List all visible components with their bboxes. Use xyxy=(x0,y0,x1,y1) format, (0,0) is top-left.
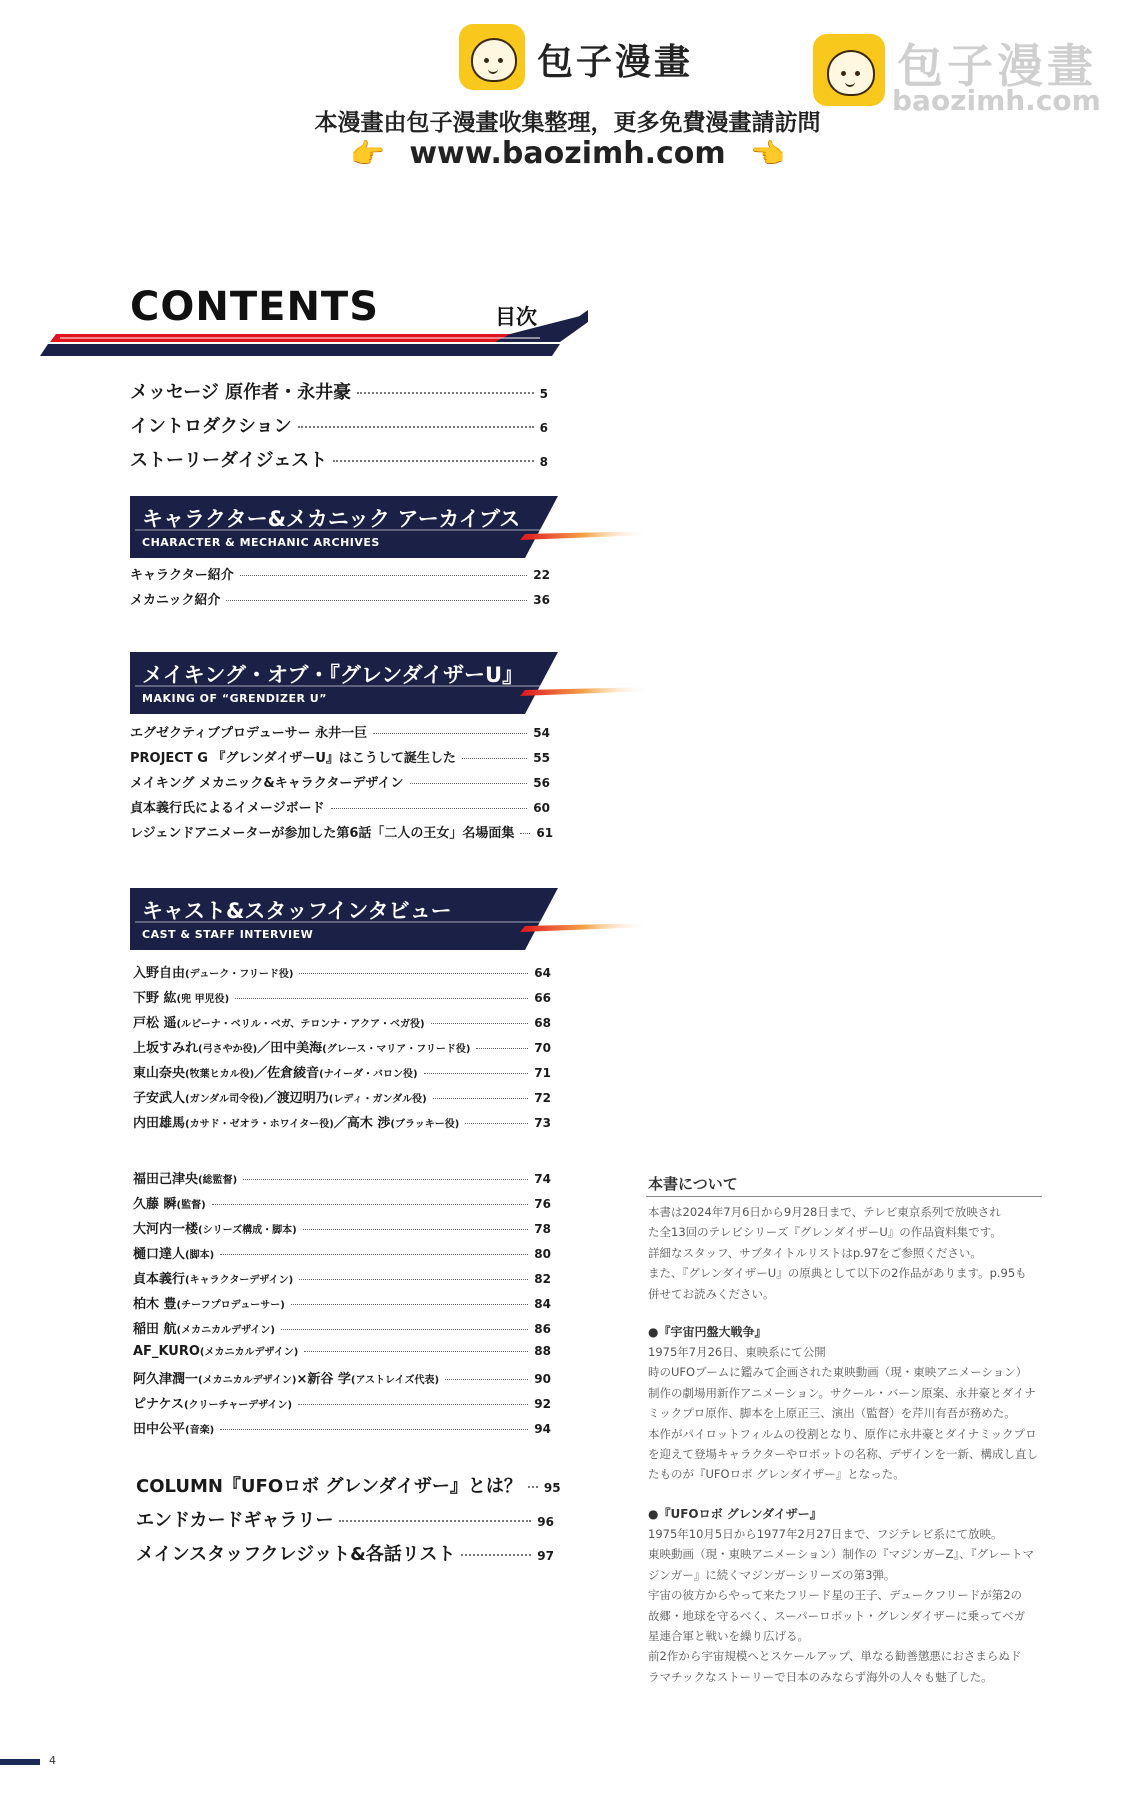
toc-entry-staff[interactable] xyxy=(133,1243,551,1262)
dot-leader xyxy=(339,1520,531,1522)
work-description xyxy=(648,1524,1044,1687)
toc-entry-title xyxy=(133,1368,439,1387)
toc-entry-page: 90 xyxy=(534,1372,551,1386)
person-role: (牧葉ヒカル役) xyxy=(185,1069,255,1080)
toc-entry-page: 72 xyxy=(534,1091,551,1105)
contents-title-jp: 目次 xyxy=(495,305,537,329)
toc-entry-title: メッセージ 原作者・永井豪 xyxy=(130,382,352,403)
toc-entry[interactable] xyxy=(130,822,554,841)
watermark-url-link[interactable]: www.baozimh.com xyxy=(409,136,726,171)
person-role: (メカニカルデザイン) xyxy=(199,1347,299,1358)
dot-leader xyxy=(298,1404,528,1405)
dot-leader xyxy=(240,575,528,576)
toc-entry[interactable] xyxy=(130,378,548,404)
work-line: 1975年7月26日、東映系にて公開 xyxy=(648,1345,826,1359)
toc-entry-staff[interactable] xyxy=(133,1368,551,1387)
dot-leader xyxy=(357,392,533,394)
pointing-right-icon: 👉 xyxy=(349,137,385,170)
toc-entry-page: 64 xyxy=(534,966,551,980)
watermark-url-faded: baozimh.com xyxy=(892,84,1101,117)
work-line: 本作がパイロットフィルムの役割となり、原作に永井豪とダイナミックプロ xyxy=(648,1426,1037,1441)
toc-entry-page: 8 xyxy=(539,455,548,469)
person-role: (ガンダル司令役) xyxy=(185,1094,264,1105)
dot-leader xyxy=(220,1254,528,1255)
section-title: キャスト&スタッフインタビュー xyxy=(142,899,452,923)
toc-entry-staff[interactable] xyxy=(133,1193,551,1212)
dot-leader xyxy=(235,998,528,999)
toc-entry-cast[interactable] xyxy=(133,1087,551,1106)
toc-entry-page: 76 xyxy=(534,1197,551,1211)
person-name-2: ／田中美海 xyxy=(257,1041,323,1056)
toc-entry-title xyxy=(133,1037,470,1056)
toc-entry-title: COLUMN『UFOロボ グレンダイザー』とは？ xyxy=(136,1476,522,1497)
toc-entry-staff[interactable] xyxy=(133,1318,551,1337)
baozi-logo-icon-large xyxy=(813,34,885,106)
toc-entry-staff[interactable] xyxy=(133,1393,551,1412)
toc-entry[interactable] xyxy=(136,1472,561,1498)
dot-leader xyxy=(291,1304,528,1305)
toc-entry-title: エンドカードギャラリー xyxy=(136,1510,334,1531)
section-banner-archives xyxy=(130,496,650,558)
work-line: 故郷・地球を守るべく、スーパーロボット・グレンダイザーに乗ってベガ xyxy=(648,1608,1026,1623)
toc-entry[interactable] xyxy=(130,797,550,816)
person-role: (シリーズ構成・脚本) xyxy=(198,1225,297,1236)
person-name: 貞本義行 xyxy=(133,1272,186,1287)
toc-entry-page: 97 xyxy=(537,1549,554,1563)
dot-leader xyxy=(212,1204,529,1205)
section-banner-making xyxy=(130,652,650,714)
section-subtitle: CHARACTER & MECHANIC ARCHIVES xyxy=(142,536,380,549)
work-line: 宇宙の彼方からやって来たフリード星の王子、デュークフリードが第2の xyxy=(648,1588,1023,1603)
person-role-2: (アストレイズ代表) xyxy=(350,1375,440,1386)
toc-entry-title xyxy=(133,1293,285,1312)
toc-entry-page: 68 xyxy=(534,1016,551,1030)
toc-entry-title xyxy=(133,1012,425,1031)
toc-entry-page: 82 xyxy=(534,1272,551,1286)
dot-leader xyxy=(528,1486,538,1488)
toc-entry-page: 86 xyxy=(534,1322,551,1336)
dot-leader xyxy=(226,600,527,601)
toc-entry-page: 54 xyxy=(533,726,550,740)
work-line: ミックプロ原作、脚本を上原正三、演出（監督）を芹川有吾が務めた。 xyxy=(648,1406,1016,1421)
person-name: 田中公平 xyxy=(133,1422,186,1437)
dot-leader xyxy=(220,1429,528,1430)
toc-entry-page: 94 xyxy=(534,1422,551,1436)
watermark-notice: 本漫畫由包子漫畫收集整理，更多免費漫畫請訪問 xyxy=(314,110,821,136)
person-role: (総監督) xyxy=(198,1175,238,1186)
person-name: AF_KURO xyxy=(133,1344,200,1359)
toc-entry-page: 74 xyxy=(534,1172,551,1186)
person-role: (デューク・フリード役) xyxy=(185,969,294,980)
toc-entry-staff[interactable] xyxy=(133,1168,551,1187)
person-role-2: (ブラッキー役) xyxy=(390,1119,460,1130)
work-heading: ●『UFOロボ グレンダイザー』 xyxy=(648,1507,822,1521)
toc-entry-title: レジェンドアニメーターが参加した第6話「二人の王女」名場面集 xyxy=(130,826,515,841)
toc-entry-page: 22 xyxy=(533,568,550,582)
contents-title: CONTENTS xyxy=(130,284,380,330)
watermark-brand: 包子漫畫 xyxy=(537,42,694,83)
person-name: ピナケス xyxy=(133,1397,184,1412)
person-role: (弓さやか役) xyxy=(198,1044,258,1055)
person-name: 内田雄馬 xyxy=(133,1116,186,1131)
dot-leader xyxy=(476,1048,528,1049)
about-line: た全13回のテレビシリーズ『グレンダイザーU』の作品資料集です。 xyxy=(648,1225,1002,1240)
dot-leader xyxy=(433,1098,529,1099)
person-name: 久藤 瞬 xyxy=(133,1197,177,1212)
toc-entry-page: 6 xyxy=(539,421,548,435)
toc-entry-title xyxy=(133,987,229,1006)
toc-entry-title xyxy=(133,1193,206,1212)
toc-entry-cast[interactable] xyxy=(133,1112,551,1131)
toc-entry-title: メインスタッフクレジット&各話リスト xyxy=(136,1544,456,1565)
toc-entry-title xyxy=(133,962,293,981)
work-line: ジンガー』に続くマジンガーシリーズの第3弾。 xyxy=(648,1567,896,1582)
person-role: (キャラクターデザイン) xyxy=(185,1275,294,1286)
person-role: (チーフプロデューサー) xyxy=(176,1300,285,1311)
toc-entry-title xyxy=(133,1318,275,1337)
person-name: 下野 紘 xyxy=(133,991,177,1006)
dot-leader xyxy=(303,1229,529,1230)
toc-entry[interactable] xyxy=(130,772,550,791)
person-name: 柏木 豊 xyxy=(133,1297,177,1312)
toc-entry[interactable] xyxy=(130,589,550,608)
toc-entry-page: 56 xyxy=(533,776,550,790)
work-heading: ●『宇宙円盤大戦争』 xyxy=(648,1325,767,1339)
person-role: (メカニカルデザイン) xyxy=(198,1375,297,1386)
toc-entry-title xyxy=(133,1268,293,1287)
dot-leader xyxy=(373,733,527,734)
toc-entry-page: 71 xyxy=(534,1066,551,1080)
toc-entry-page: 84 xyxy=(534,1297,551,1311)
person-role-2: (ナイーダ・バロン役) xyxy=(319,1069,418,1080)
dot-leader xyxy=(431,1023,529,1024)
person-name: 阿久津潤一 xyxy=(133,1372,199,1387)
toc-entry-title xyxy=(133,1418,214,1437)
toc-entry-page: 78 xyxy=(534,1222,551,1236)
dot-leader xyxy=(298,426,534,428)
toc-entry-staff[interactable] xyxy=(133,1343,551,1359)
person-name: 戸松 遥 xyxy=(133,1016,177,1031)
dot-leader xyxy=(445,1379,528,1380)
toc-entry-page: 92 xyxy=(534,1397,551,1411)
page-number-bar xyxy=(0,1759,40,1765)
toc-entry-title xyxy=(133,1243,214,1262)
toc-entry-page: 80 xyxy=(534,1247,551,1261)
section-title: メイキング・オブ・『グレンダイザーU』 xyxy=(142,663,524,687)
dot-leader xyxy=(410,783,528,784)
person-name: 東山奈央 xyxy=(133,1066,186,1081)
section-subtitle: MAKING OF “GRENDIZER U” xyxy=(142,692,327,705)
toc-entry-title: イントロダクション xyxy=(130,416,292,437)
work-line: 1975年10月5日から1977年2月27日まで、フジテレビ系にて放映。 xyxy=(648,1527,1003,1541)
work-line: 東映動画（現・東映アニメーション）制作の『マジンガーZ』、『グレートマ xyxy=(648,1547,1035,1562)
section-subtitle: CAST & STAFF INTERVIEW xyxy=(142,928,314,941)
toc-entry[interactable] xyxy=(136,1506,554,1532)
person-role-2: (グレース・マリア・フリード役) xyxy=(322,1044,471,1055)
toc-entry-title xyxy=(133,1112,459,1131)
toc-entry-title: 貞本義行氏によるイメージボード xyxy=(130,801,325,816)
person-name-2: ／高木 渉 xyxy=(333,1116,391,1131)
pointing-left-icon: 👈 xyxy=(750,137,786,170)
person-name: 大河内一楼 xyxy=(133,1222,199,1237)
work-line: ラマチックなストーリーで日本のみならず海外の人々も魅了した。 xyxy=(648,1669,993,1684)
toc-entry-cast[interactable] xyxy=(133,1062,551,1081)
dot-leader xyxy=(299,1279,528,1280)
work-description xyxy=(648,1342,1044,1485)
section-title: キャラクター&メカニック アーカイブス xyxy=(142,507,521,531)
about-line: また、『グレンダイザーU』の原典として以下の2作品があります。p.95も xyxy=(648,1266,1027,1281)
toc-entry-page: 5 xyxy=(539,387,548,401)
work-line: 時のUFOブームに鑑みて企画された東映動画（現・東映アニメーション） xyxy=(648,1365,1028,1380)
person-name-2: ／佐倉綾音 xyxy=(254,1066,320,1081)
toc-entry-page: 61 xyxy=(536,826,554,840)
dot-leader xyxy=(520,833,530,834)
toc-entry-page: 70 xyxy=(534,1041,551,1055)
about-intro xyxy=(648,1202,1044,1304)
toc-entry-page: 60 xyxy=(533,801,550,815)
about-title: 本書について xyxy=(648,1175,738,1193)
dot-leader xyxy=(465,1123,528,1124)
person-name: 福田己津央 xyxy=(133,1172,199,1187)
work-line: を迎えて登場キャラクターやロボットの名称、デザインを一新、構成し直し xyxy=(648,1447,1038,1462)
person-role: (ルビーナ・ベリル・ベガ、テロンナ・アクア・ベガ役) xyxy=(176,1019,425,1030)
toc-entry-title xyxy=(133,1087,427,1106)
person-name: 樋口達人 xyxy=(133,1247,186,1262)
person-role: (クリーチャーデザイン) xyxy=(183,1400,293,1411)
dot-leader xyxy=(304,1351,528,1352)
toc-entry-title xyxy=(133,1393,292,1412)
toc-entry-title: メカニック紹介 xyxy=(130,593,221,608)
dot-leader xyxy=(424,1073,529,1074)
toc-entry-title: キャラクター紹介 xyxy=(130,568,234,583)
toc-entry[interactable] xyxy=(130,446,548,472)
section-banner-interviews xyxy=(130,888,650,950)
toc-entry-page: 73 xyxy=(534,1116,551,1130)
about-line: 本書は2024年7月6日から9月28日まで、テレビ東京系列で放映され xyxy=(648,1205,1001,1219)
toc-entry-page: 95 xyxy=(543,1481,561,1495)
person-role: (兜 甲児役) xyxy=(176,994,230,1005)
person-role: (メカニカルデザイン) xyxy=(176,1325,275,1336)
toc-entry[interactable] xyxy=(130,412,548,438)
toc-entry[interactable] xyxy=(130,747,550,766)
toc-entry-title: メイキング メカニック&キャラクターデザイン xyxy=(130,776,404,791)
toc-entry-page: 66 xyxy=(534,991,551,1005)
toc-entry-staff[interactable] xyxy=(133,1268,551,1287)
dot-leader xyxy=(461,1554,531,1556)
person-role: (監督) xyxy=(176,1200,206,1211)
toc-entry-staff[interactable] xyxy=(133,1218,551,1237)
dot-leader xyxy=(281,1329,528,1330)
toc-entry-title xyxy=(133,1218,297,1237)
toc-entry[interactable] xyxy=(130,722,550,741)
toc-entry-cast[interactable] xyxy=(133,987,551,1006)
page-number: 4 xyxy=(49,1754,56,1767)
about-divider xyxy=(646,1196,1042,1197)
person-name: 稲田 航 xyxy=(133,1322,177,1337)
toc-entry-page: 55 xyxy=(533,751,550,765)
person-name-2: ×新谷 学 xyxy=(296,1372,351,1387)
baozi-logo-icon xyxy=(459,24,525,90)
work-line: 制作の劇場用新作アニメーション。サクール・バーン原案、永井豪とダイナ xyxy=(648,1385,1036,1400)
person-role: (脚本) xyxy=(185,1250,215,1261)
toc-entry-title: ストーリーダイジェスト xyxy=(130,450,328,471)
about-line: 併せてお読みください。 xyxy=(648,1286,775,1301)
work-line: 星連合軍と戦いを繰り広げる。 xyxy=(648,1629,809,1644)
person-name: 子安武人 xyxy=(133,1091,186,1106)
watermark-url-line xyxy=(0,136,1135,171)
toc-entry-title xyxy=(133,1062,418,1081)
toc-entry-page: 36 xyxy=(533,593,550,607)
toc-entry-page: 88 xyxy=(534,1344,551,1358)
person-name: 上坂すみれ xyxy=(133,1041,199,1056)
about-line: 詳細なスタッフ、サブタイトルリストはp.97をご参照ください。 xyxy=(648,1245,982,1260)
dot-leader xyxy=(331,808,528,809)
toc-entry-page: 96 xyxy=(537,1515,554,1529)
toc-entry-staff[interactable] xyxy=(133,1418,551,1437)
watermark-brand-faded: 包子漫畫 xyxy=(897,39,1097,93)
dot-leader xyxy=(333,460,533,462)
dot-leader xyxy=(462,758,527,759)
dot-leader xyxy=(299,973,528,974)
work-line: 前2作から宇宙規模へとスケールアップ、単なる勧善懲悪におさまらぬド xyxy=(648,1649,1022,1664)
toc-entry[interactable] xyxy=(136,1540,554,1566)
toc-entry-title: エグゼクティブプロデューサー 永井一巨 xyxy=(130,726,368,741)
person-name: 入野自由 xyxy=(133,966,186,981)
person-role: (カサド・ゼオラ・ホワイター役) xyxy=(185,1119,334,1130)
toc-entry-title xyxy=(133,1343,298,1359)
person-role-2: (レディ・ガンダル役) xyxy=(328,1094,427,1105)
toc-entry[interactable] xyxy=(130,564,550,583)
toc-entry-cast[interactable] xyxy=(133,962,551,981)
work-line: たものが『UFOロボ グレンダイザー』となった。 xyxy=(648,1467,905,1482)
person-name-2: ／渡辺明乃 xyxy=(263,1091,329,1106)
toc-entry-cast[interactable] xyxy=(133,1012,551,1031)
person-role: (音楽) xyxy=(185,1425,215,1436)
toc-entry-title: PROJECT G 『グレンダイザーU』はこうして誕生した xyxy=(130,751,456,766)
toc-entry-title xyxy=(133,1168,237,1187)
toc-entry-cast[interactable] xyxy=(133,1037,551,1056)
dot-leader xyxy=(243,1179,528,1180)
toc-entry-staff[interactable] xyxy=(133,1293,551,1312)
